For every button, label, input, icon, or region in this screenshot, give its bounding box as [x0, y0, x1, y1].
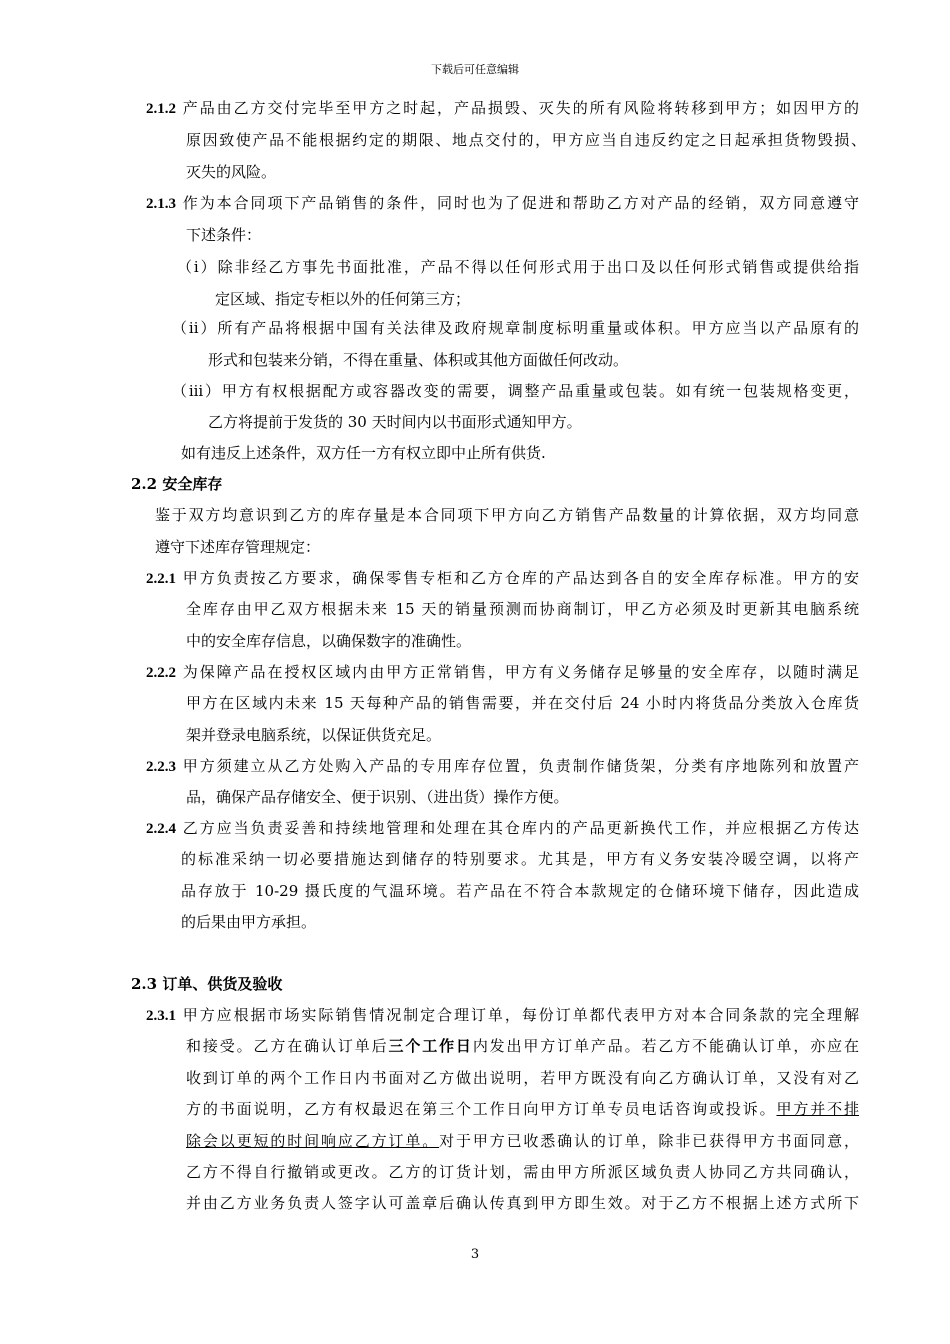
clause-text: 作为本合同项下产品销售的条件，同时也为了促进和帮助乙方对产品的经销，双方同意遵守	[182, 194, 859, 212]
condition-ii-line-2: 形式和包装来分销，不得在重量、体积或其他方面做任何改动。	[208, 351, 629, 369]
section-2-2-intro-line-2: 遵守下述库存管理规定：	[155, 538, 321, 556]
clause-2-2-2-line-3: 架并登录电脑系统，以保证供货充足。	[186, 726, 442, 744]
clause-2-3-1-line-1	[146, 1005, 859, 1026]
clause-2-2-2-line-2: 甲方在区域内未来 15 天每种产品的销售需要，并在交付后 24 小时内将货品分类放入仓库货	[186, 694, 859, 712]
clause-text: 甲方应根据市场实际销售情况制定合理订单，每份订单都代表甲方对本合同条款的完全理解	[182, 1006, 859, 1024]
clause-2-2-1-line-3: 中的安全库存信息，以确保数字的准确性。	[186, 632, 472, 650]
violation-clause: 如有违反上述条件，双方任一方有权立即中止所有供货.	[181, 444, 546, 462]
clause-2-2-4-line-1	[146, 818, 859, 839]
clause-text: 为保障产品在授权区域内由甲方正常销售，甲方有义务储存足够量的安全库存，以随时满足	[182, 663, 859, 681]
clause-number: 2.3.1	[146, 1008, 176, 1024]
page-header: 下载后可任意编辑	[431, 63, 519, 76]
emphasis-three-working-days: 三个工作日	[388, 1037, 473, 1055]
clause-number: 2.2.3	[146, 759, 176, 775]
clause-number: 2.2.4	[146, 821, 176, 837]
clause-text: 内发出甲方订单产品。若乙方不能确认订单，亦应在	[472, 1037, 859, 1055]
clause-number: 2.1.3	[146, 196, 176, 212]
clause-number: 2.2.2	[146, 665, 176, 681]
condition-ii-line-1: （ii）所有产品将根据中国有关法律及政府规章制度标明重量或体积。甲方应当以产品原有的	[172, 319, 859, 337]
clause-2-2-4-line-4: 的后果由甲方承担。	[181, 913, 317, 931]
condition-iii-line-1: （iii）甲方有权根据配方或容器改变的需要，调整产品重量或包装。如有统一包装规格变更，	[172, 382, 859, 400]
clause-2-3-1-line-5	[186, 1131, 859, 1151]
condition-iii-line-2: 乙方将提前于发货的 30 天时间内以书面形式通知甲方。	[208, 413, 582, 431]
clause-2-2-1-line-2: 全库存由甲乙双方根据未来 15 天的销量预测而协商制订，甲乙方必须及时更新其电脑系统	[186, 600, 859, 618]
condition-i-line-1: （i）除非经乙方事先书面批准，产品不得以任何形式用于出口及以任何形式销售或提供给指	[177, 258, 859, 276]
page-number: 3	[470, 1247, 480, 1262]
clause-2-1-3-line-2: 下述条件：	[186, 226, 262, 244]
clause-2-3-1-line-3: 收到订单的两个工作日内书面对乙方做出说明，若甲方既没有向乙方确认订单，又没有对乙	[186, 1069, 859, 1087]
clause-number: 2.2.1	[146, 571, 176, 587]
clause-2-2-3-line-1	[146, 756, 859, 777]
clause-text: 和接受。乙方在确认订单后	[186, 1037, 389, 1055]
underlined-text: 除会以更短的时间响应乙方订单。	[186, 1132, 440, 1150]
clause-text: 甲方须建立从乙方处购入产品的专用库存位置，负责制作储货架，分类有序地陈列和放置产	[182, 757, 859, 775]
clause-text: 对于甲方已收悉确认的订单，除非已获得甲方书面同意，	[439, 1132, 859, 1150]
clause-2-2-4-line-2: 的标准采纳一切必要措施达到储存的特别要求。尤其是，甲方有义务安装冷暖空调，以将产	[181, 850, 859, 868]
clause-2-2-4-line-3: 品存放于 10-29 摄氏度的气温环境。若产品在不符合本款规定的仓储环境下储存，因此造成	[181, 882, 859, 900]
clause-2-1-2-line-2: 原因致使产品不能根据约定的期限、地点交付的，甲方应当自违反约定之日起承担货物毁损、	[186, 131, 866, 149]
section-heading-2-2: 2.2 安全库存	[131, 475, 223, 493]
clause-text: 产品由乙方交付完毕至甲方之时起，产品损毁、灭失的所有风险将转移到甲方；如因甲方的	[182, 99, 859, 117]
clause-text: 甲方负责按乙方要求，确保零售专柜和乙方仓库的产品达到各自的安全库存标准。甲方的安	[182, 569, 859, 587]
clause-2-1-2-line-3: 灭失的风险。	[186, 163, 277, 181]
clause-text: 方的书面说明，乙方有权最迟在第三个工作日向甲方订单专员电话咨询或投诉。	[186, 1100, 777, 1118]
clause-2-2-1-line-1	[146, 568, 859, 589]
clause-text: 乙方应当负责妥善和持续地管理和处理在其仓库内的产品更新换代工作，并应根据乙方传达	[182, 819, 859, 837]
section-heading-2-3: 2.3 订单、供货及验收	[131, 975, 283, 993]
underlined-text: 甲方并不排	[776, 1100, 859, 1118]
clause-2-2-3-line-2: 品，确保产品存储安全、便于识别、（进出货）操作方便。	[186, 788, 569, 806]
clause-2-1-2-line-1	[146, 98, 859, 119]
clause-2-3-1-line-4	[186, 1099, 859, 1119]
clause-2-1-3-line-1	[146, 193, 859, 214]
clause-2-3-1-line-2	[186, 1036, 859, 1056]
clause-number: 2.1.2	[146, 101, 176, 117]
condition-i-line-2: 定区域、指定专柜以外的任何第三方；	[215, 290, 471, 308]
clause-2-3-1-line-7: 并由乙方业务负责人签字认可盖章后确认传真到甲方即生效。对于乙方不根据上述方式所下	[186, 1194, 859, 1212]
section-2-2-intro-line-1: 鉴于双方均意识到乙方的库存量是本合同项下甲方向乙方销售产品数量的计算依据，双方均同意	[155, 506, 859, 524]
clause-2-3-1-line-6: 乙方不得自行撤销或更改。乙方的订货计划，需由甲方所派区域负责人协同乙方共同确认，	[186, 1163, 859, 1181]
clause-2-2-2-line-1	[146, 662, 859, 683]
